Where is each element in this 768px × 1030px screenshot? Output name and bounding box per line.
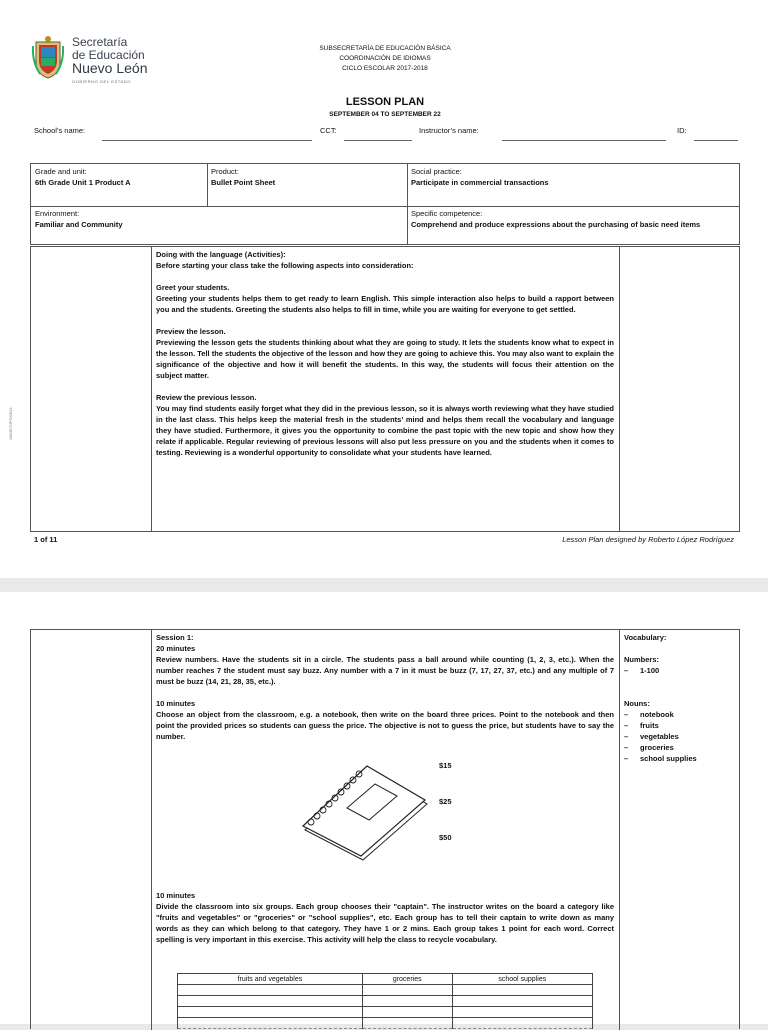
session-title: Session 1: bbox=[156, 633, 194, 642]
grade-unit-value: 6th Grade Unit 1 Product A bbox=[35, 178, 131, 187]
header-line-3: CICLO ESCOLAR 2017-2018 bbox=[342, 65, 428, 72]
list-item: – fruits bbox=[624, 720, 736, 731]
category-header-3: school supplies bbox=[452, 974, 592, 985]
id-field[interactable] bbox=[694, 140, 738, 141]
environment-cell bbox=[31, 206, 407, 232]
category-cell[interactable] bbox=[178, 1018, 363, 1029]
category-cell[interactable] bbox=[178, 996, 363, 1007]
review-title: Review the previous lesson. bbox=[156, 393, 257, 402]
list-item: – notebook bbox=[624, 709, 736, 720]
category-header-1: fruits and vegetables bbox=[178, 974, 363, 985]
category-cell[interactable] bbox=[362, 985, 452, 996]
environment-value: Familiar and Community bbox=[35, 220, 123, 229]
part3-text: Divide the classroom into six groups. Each group chooses their "captain". The instructor writes on the board a category like "fruits and vegetables" or "groceries" or "school supplies", etc. Each group has to tell their captain to write down as many words as they can which belong to that category. They have 1 or 2 mins. Each group takes 1 point for each word. Correct spelling is very important in this exercise. This activity will help the class to recycle vocabulary. bbox=[156, 902, 614, 944]
part2-text: Choose an object from the classroom, e.g. a notebook, then write on the board three prices. Point to the notebook and then point the provided prices so students can guess the price. The objective is not to guess the price, but students have to say the number. bbox=[156, 710, 614, 741]
greet-text: Greeting your students helps them to get ready to learn English. This simple interaction also helps to build a rapport between you and the students. Greeting the students also helps to fill in time, while you are waiting for everyone to get settled. bbox=[156, 294, 614, 314]
list-item: – 1-100 bbox=[624, 665, 736, 676]
social-practice-value: Participate in commercial transactions bbox=[411, 178, 549, 187]
product-value: Bullet Point Sheet bbox=[211, 178, 276, 187]
page-number: 1 of 11 bbox=[34, 535, 58, 544]
list-item: – vegetables bbox=[624, 731, 736, 742]
instructor-name-field[interactable] bbox=[502, 140, 666, 141]
footer-credit: Lesson Plan designed by Roberto López Rodríguez bbox=[562, 535, 734, 544]
part2-time: 10 minutes bbox=[156, 699, 196, 708]
review-section bbox=[156, 392, 614, 458]
category-cell[interactable] bbox=[362, 1007, 452, 1018]
vocabulary-cell bbox=[620, 630, 740, 766]
side-document-code: VAD/ETUPD/2014 bbox=[8, 407, 13, 440]
preview-text: Previewing the lesson gets the students thinking about what they are going to study. It lets the students know what to expect in the lesson. Tell the students the objective of the lesson and how they are going to achieve this. You may also want to explain the significance of the objective and how it will benefit the students. In this way, the students will focus their attention on the subject matter. bbox=[156, 338, 615, 380]
category-cell[interactable] bbox=[362, 996, 452, 1007]
nuevo-leon-crest-icon bbox=[32, 34, 64, 80]
review-text: You may find students easily forget what they did in the previous lesson, so it is always worth reviewing what they have studied in the last class. This helps keep the material fresh in the students’ mind and helps them recall the vocabulary and language they have studied. Furthermore, it gives you the opportunity to combine the past topic with the new topic and show how they relate if applicable. Regular reviewing of previous lessons will also put less pressure on you and the students when it comes to testing. Reviewing is a wonderful opportunity to consolidate what your students have learned. bbox=[156, 404, 614, 457]
cct-field[interactable] bbox=[344, 140, 412, 141]
page-2 bbox=[0, 592, 768, 1024]
specific-competence-cell bbox=[407, 206, 741, 232]
product-cell bbox=[207, 164, 407, 190]
list-item: – school supplies bbox=[624, 753, 736, 764]
session-cell bbox=[152, 630, 618, 744]
grade-unit-cell bbox=[31, 164, 207, 190]
price-1: $15 bbox=[439, 761, 452, 770]
part1-text: Review numbers. Have the students sit in a circle. The students pass a ball around while counting (1, 2, 3, etc.). When the number reaches 7 the student must say buzz. Any number with a 7 in it must be buzz (7, 17, 27, 37, etc.) and any multiple of 7 must be buzz (14, 21, 28, 35, etc.). bbox=[156, 655, 614, 686]
logo-line-4: GOBIERNO DEL ESTADO bbox=[72, 79, 131, 84]
category-header-2: groceries bbox=[362, 974, 452, 985]
preview-title: Preview the lesson. bbox=[156, 327, 226, 336]
logo-line-3: Nuevo León bbox=[72, 60, 148, 76]
category-cell[interactable] bbox=[452, 1018, 592, 1029]
price-3: $50 bbox=[439, 833, 452, 842]
environment-label: Environment: bbox=[35, 209, 80, 218]
nouns-list bbox=[624, 709, 736, 764]
notebook-illustration bbox=[299, 752, 439, 862]
category-cell[interactable] bbox=[178, 985, 363, 996]
cct-label: CCT: bbox=[320, 126, 337, 135]
category-cell[interactable] bbox=[452, 985, 592, 996]
date-range: SEPTEMBER 04 TO SEPTEMBER 22 bbox=[329, 111, 441, 118]
category-cell[interactable] bbox=[452, 996, 592, 1007]
product-label: Product: bbox=[211, 167, 239, 176]
header-block bbox=[250, 44, 520, 74]
category-cell[interactable] bbox=[178, 1007, 363, 1018]
activities-intro: Before starting your class take the following aspects into consideration: bbox=[156, 261, 414, 270]
price-2: $25 bbox=[439, 797, 452, 806]
activities-heading: Doing with the language (Activities): bbox=[156, 250, 286, 259]
nouns-label: Nouns: bbox=[624, 699, 650, 708]
secretaria-logo bbox=[32, 34, 172, 82]
id-label: ID: bbox=[677, 126, 687, 135]
greet-section bbox=[156, 282, 614, 315]
category-table bbox=[177, 973, 593, 1029]
category-cell[interactable] bbox=[452, 1007, 592, 1018]
numbers-list bbox=[624, 665, 736, 676]
part3-time: 10 minutes bbox=[156, 891, 196, 900]
preview-section bbox=[156, 326, 614, 381]
header-line-1: SUBSECRETARÍA DE EDUCACIÓN BÁSICA bbox=[319, 45, 451, 52]
info-table bbox=[30, 163, 740, 245]
specific-competence-value: Comprehend and produce expressions about the purchasing of basic need items bbox=[411, 220, 701, 229]
category-cell[interactable] bbox=[362, 1018, 452, 1029]
instructor-name-label: Instructor’s name: bbox=[419, 126, 479, 135]
social-practice-cell bbox=[407, 164, 741, 190]
logo-line-2: de Educación bbox=[72, 48, 145, 62]
specific-competence-label: Specific competence: bbox=[411, 209, 483, 218]
part1-time: 20 minutes bbox=[156, 644, 196, 653]
activities-table bbox=[30, 246, 740, 532]
vocabulary-heading: Vocabulary: bbox=[624, 633, 667, 642]
header-line-2: COORDINACIÓN DE IDIOMAS bbox=[339, 55, 431, 62]
group-activity-cell bbox=[152, 888, 618, 947]
page-title: LESSON PLAN bbox=[345, 96, 425, 108]
school-name-field[interactable] bbox=[102, 140, 312, 141]
session-table bbox=[30, 629, 740, 1029]
grade-unit-label: Grade and unit: bbox=[35, 167, 87, 176]
activities-cell bbox=[152, 247, 618, 471]
greet-title: Greet your students. bbox=[156, 283, 230, 292]
logo-line-1: Secretaría bbox=[72, 35, 128, 49]
school-name-label: School’s name: bbox=[34, 126, 86, 135]
social-practice-label: Social practice: bbox=[411, 167, 462, 176]
list-item: – groceries bbox=[624, 742, 736, 753]
numbers-label: Numbers: bbox=[624, 655, 660, 664]
